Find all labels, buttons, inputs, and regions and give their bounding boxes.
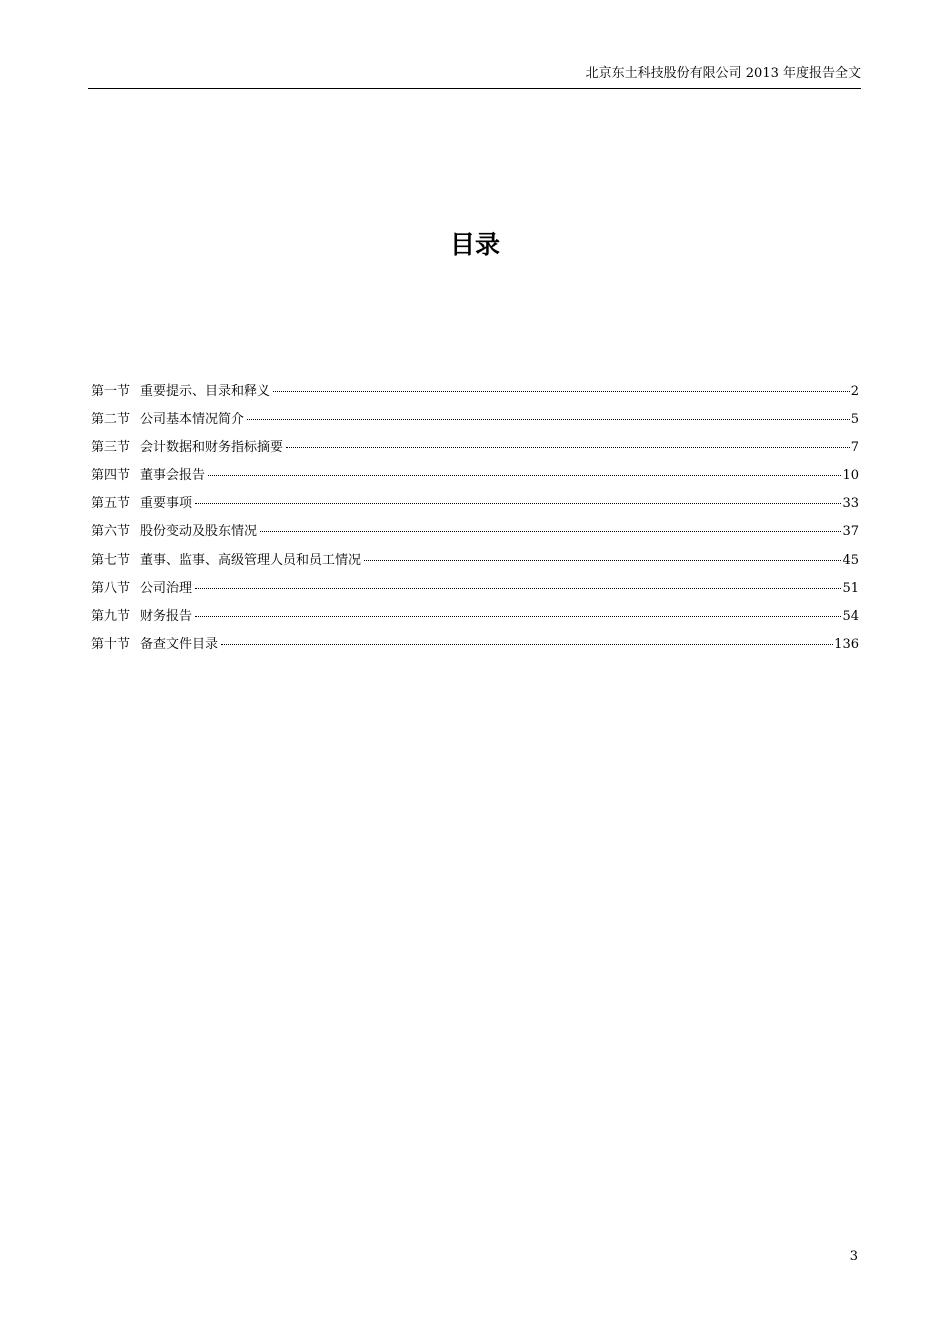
toc-dot-leader <box>221 644 833 645</box>
toc-section-number: 第五节 <box>91 496 131 512</box>
toc-page-number: 51 <box>842 580 859 596</box>
toc-dot-leader <box>208 475 841 476</box>
toc-section-number: 第三节 <box>91 440 131 456</box>
toc-entry[interactable] <box>91 551 859 579</box>
toc-section-heading: 会计数据和财务指标摘要 <box>140 440 284 456</box>
toc-entry[interactable] <box>91 522 859 550</box>
toc-page-number: 37 <box>842 524 859 540</box>
toc-dot-leader <box>286 447 850 448</box>
toc-entry[interactable] <box>91 410 859 438</box>
toc-title: 目录 <box>449 230 500 259</box>
toc-entry[interactable] <box>91 579 859 607</box>
toc-section-number: 第八节 <box>91 580 131 596</box>
toc-section-number: 第六节 <box>91 524 131 540</box>
toc-entry[interactable] <box>91 438 859 466</box>
toc-entry[interactable] <box>91 466 859 494</box>
toc-section-heading: 董事会报告 <box>140 468 206 484</box>
table-of-contents <box>91 382 859 663</box>
toc-dot-leader <box>195 503 841 504</box>
toc-dot-leader <box>247 419 850 420</box>
toc-page-number: 5 <box>850 412 859 428</box>
toc-section-heading: 公司治理 <box>140 580 193 596</box>
toc-section-heading: 重要提示、目录和释义 <box>140 384 271 399</box>
toc-section-heading: 股份变动及股东情况 <box>140 524 258 540</box>
toc-section-heading: 财务报告 <box>140 608 193 624</box>
toc-page-number: 7 <box>850 440 859 456</box>
toc-entry[interactable] <box>91 635 859 663</box>
toc-section-number: 第二节 <box>91 412 131 428</box>
toc-page-number: 54 <box>842 608 859 624</box>
toc-section-heading: 备查文件目录 <box>140 636 219 652</box>
toc-section-number: 第一节 <box>91 384 131 399</box>
toc-section-number: 第十节 <box>91 636 131 652</box>
toc-page-number: 33 <box>842 496 859 512</box>
toc-page-number: 2 <box>850 384 859 399</box>
toc-section-number: 第九节 <box>91 608 131 624</box>
header-rule <box>88 88 861 89</box>
toc-section-heading: 重要事项 <box>140 496 193 512</box>
toc-dot-leader <box>364 560 841 561</box>
toc-page-number: 136 <box>834 636 859 652</box>
toc-page-number: 10 <box>842 468 859 484</box>
toc-section-number: 第四节 <box>91 468 131 484</box>
toc-section-number: 第七节 <box>91 552 131 568</box>
page-number: 3 <box>849 1249 858 1264</box>
toc-dot-leader <box>273 391 850 392</box>
toc-entry[interactable] <box>91 607 859 635</box>
toc-page-number: 45 <box>842 552 859 568</box>
running-header: 北京东土科技股份有限公司 2013 年度报告全文 <box>585 66 861 81</box>
toc-section-heading: 董事、监事、高级管理人员和员工情况 <box>140 552 362 568</box>
toc-dot-leader <box>195 588 841 589</box>
toc-entry[interactable] <box>91 382 859 410</box>
toc-dot-leader <box>195 616 841 617</box>
toc-entry[interactable] <box>91 494 859 522</box>
toc-dot-leader <box>260 531 841 532</box>
toc-section-heading: 公司基本情况简介 <box>140 412 245 428</box>
